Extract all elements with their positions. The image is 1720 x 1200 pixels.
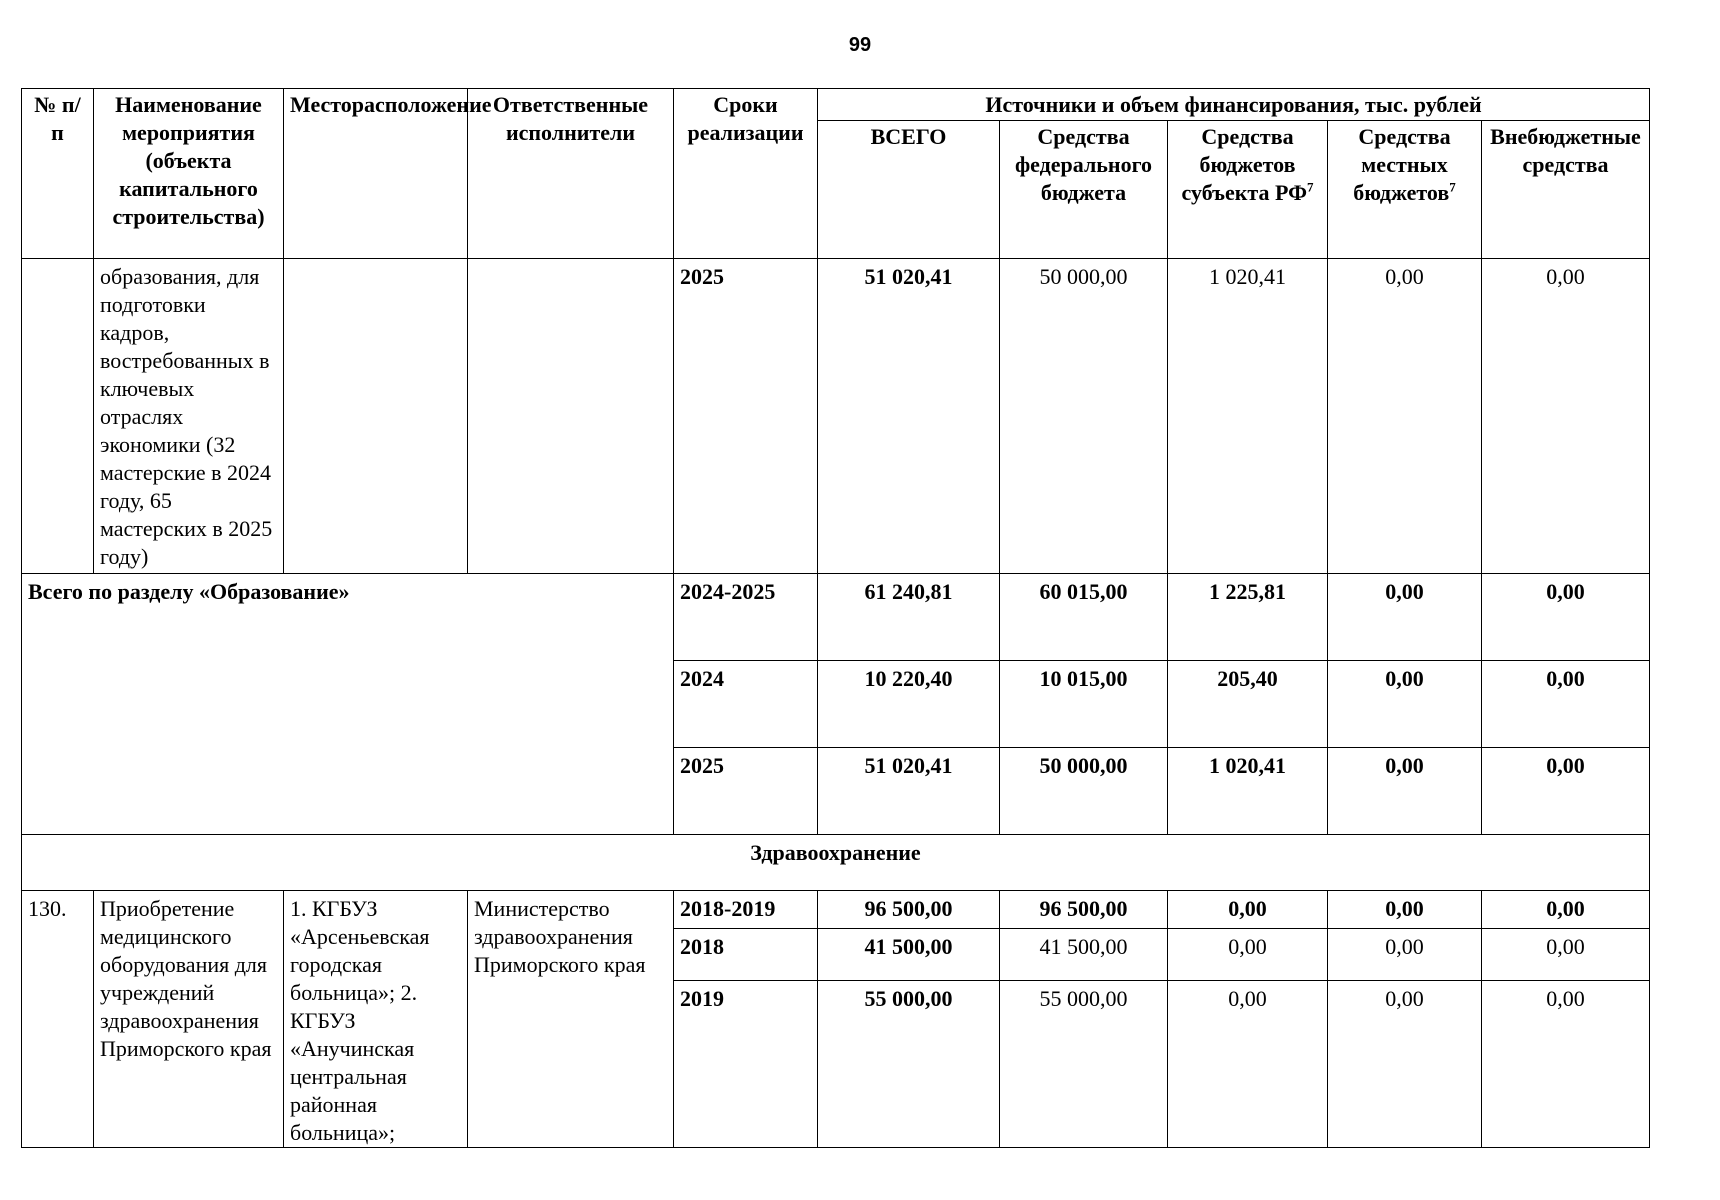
continued-extra: 0,00 xyxy=(1482,259,1650,574)
total-extra: 0,00 xyxy=(1482,748,1650,835)
table-row xyxy=(22,574,1650,661)
continued-total: 51 020,41 xyxy=(818,259,1000,574)
total-total: 10 220,40 xyxy=(818,661,1000,748)
item-regional: 0,00 xyxy=(1168,929,1328,981)
continued-period: 2025 xyxy=(674,259,818,574)
section-total-label: Всего по разделу «Образование» xyxy=(22,574,674,835)
total-federal: 50 000,00 xyxy=(1000,748,1168,835)
total-period: 2025 xyxy=(674,748,818,835)
item-extra: 0,00 xyxy=(1482,981,1650,1148)
header-location: Месторасположение xyxy=(284,89,468,259)
header-local: Средства местных бюджетов$^7$ xyxy=(1328,121,1482,259)
item-federal: 55 000,00 xyxy=(1000,981,1168,1148)
total-regional: 1 225,81 xyxy=(1168,574,1328,661)
item-extra: 0,00 xyxy=(1482,929,1650,981)
header-total: ВСЕГО xyxy=(818,121,1000,259)
header-executors: Ответственные исполнители xyxy=(468,89,674,259)
item-name: Приобретение медицинского оборудования для учреждений здравоохранения Приморского края xyxy=(94,891,284,1148)
header-num: № п/п xyxy=(22,89,94,259)
item-total: 55 000,00 xyxy=(818,981,1000,1148)
table-row xyxy=(22,891,1650,929)
item-local: 0,00 xyxy=(1328,981,1482,1148)
item-location: 1. КГБУЗ «Арсеньевская городская больница»; 2. КГБУЗ «Анучинская центральная районная больница»; xyxy=(284,891,468,1148)
total-extra: 0,00 xyxy=(1482,661,1650,748)
total-period: 2024 xyxy=(674,661,818,748)
item-num: 130. xyxy=(22,891,94,1148)
total-regional: 1 020,41 xyxy=(1168,748,1328,835)
item-local: 0,00 xyxy=(1328,929,1482,981)
total-regional: 205,40 xyxy=(1168,661,1328,748)
continued-federal: 50 000,00 xyxy=(1000,259,1168,574)
header-funding: Источники и объем финансирования, тыс. рублей xyxy=(818,89,1650,121)
item-total: 96 500,00 xyxy=(818,891,1000,929)
item-regional: 0,00 xyxy=(1168,891,1328,929)
item-period: 2018-2019 xyxy=(674,891,818,929)
item-period: 2019 xyxy=(674,981,818,1148)
total-local: 0,00 xyxy=(1328,748,1482,835)
header-name: Наименование мероприятия (объекта капитального строительства) xyxy=(94,89,284,259)
total-local: 0,00 xyxy=(1328,574,1482,661)
item-federal: 41 500,00 xyxy=(1000,929,1168,981)
continued-local: 0,00 xyxy=(1328,259,1482,574)
header-regional: Средства бюджетов субъекта $РФ^7$ xyxy=(1168,121,1328,259)
total-federal: 60 015,00 xyxy=(1000,574,1168,661)
total-federal: 10 015,00 xyxy=(1000,661,1168,748)
item-total: 41 500,00 xyxy=(818,929,1000,981)
header-period: Сроки реализации xyxy=(674,89,818,259)
table-row xyxy=(22,259,1650,574)
total-period: 2024-2025 xyxy=(674,574,818,661)
header-extra: Внебюджетные средства xyxy=(1482,121,1650,259)
item-local: 0,00 xyxy=(1328,891,1482,929)
total-extra: 0,00 xyxy=(1482,574,1650,661)
header-federal: Средства федерального бюджета xyxy=(1000,121,1168,259)
section-heading: Здравоохранение xyxy=(22,835,1650,891)
item-extra: 0,00 xyxy=(1482,891,1650,929)
financing-table xyxy=(21,88,1650,1148)
item-period: 2018 xyxy=(674,929,818,981)
item-regional: 0,00 xyxy=(1168,981,1328,1148)
item-federal: 96 500,00 xyxy=(1000,891,1168,929)
continued-name: образования, для подготовки кадров, востребованных в ключевых отраслях экономики (32 мастерские в 2024 году, 65 мастерских в 2025 году) xyxy=(94,259,284,574)
footnote-mark: 7 xyxy=(1306,179,1314,195)
footnote-mark: 7 xyxy=(1449,179,1456,195)
item-executors: Министерство здравоохранения Приморского края xyxy=(468,891,674,1148)
total-total: 61 240,81 xyxy=(818,574,1000,661)
total-local: 0,00 xyxy=(1328,661,1482,748)
continued-regional: 1 020,41 xyxy=(1168,259,1328,574)
page-number: 99 xyxy=(848,34,872,56)
total-total: 51 020,41 xyxy=(818,748,1000,835)
